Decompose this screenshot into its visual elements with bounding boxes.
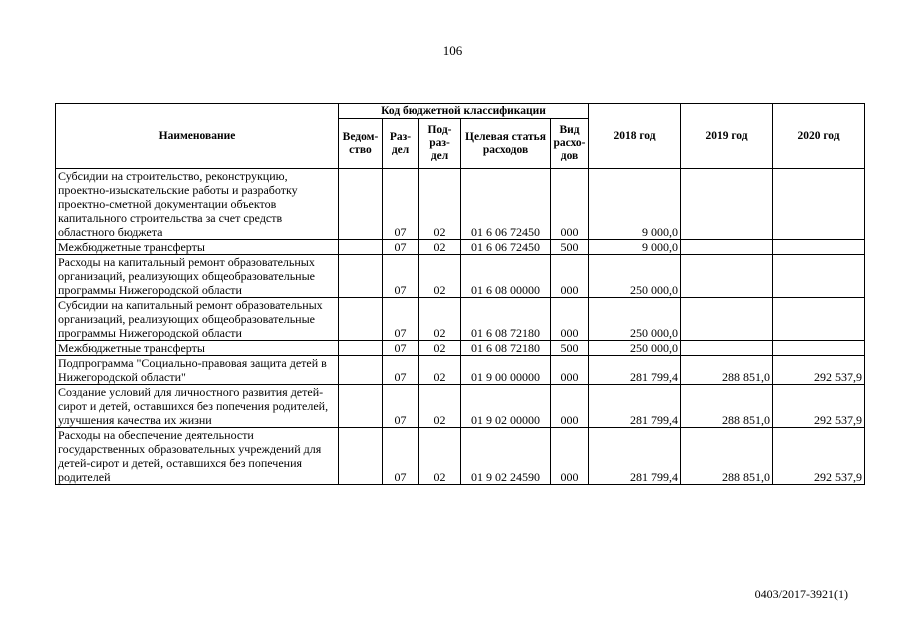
row-ved [339, 428, 383, 485]
row-razdel: 07 [383, 169, 419, 240]
row-podrazdel: 02 [419, 255, 461, 298]
row-razdel: 07 [383, 240, 419, 255]
table-row [56, 385, 865, 428]
row-2019 [681, 169, 773, 240]
row-name: Субсидии на капитальный ремонт образовательных организаций, реализующих общеобразовательные программы Нижегородской области [56, 298, 339, 341]
row-podrazdel: 02 [419, 298, 461, 341]
row-2019 [681, 255, 773, 298]
row-ved [339, 341, 383, 356]
row-2019 [681, 341, 773, 356]
row-ved [339, 240, 383, 255]
row-2020 [773, 298, 865, 341]
row-razdel: 07 [383, 385, 419, 428]
header-vid: Вид расхо-дов [551, 119, 589, 169]
row-2020 [773, 255, 865, 298]
row-2020 [773, 169, 865, 240]
row-podrazdel: 02 [419, 356, 461, 385]
row-celevaya: 01 9 00 00000 [461, 356, 551, 385]
row-2020 [773, 240, 865, 255]
header-2018: 2018 год [589, 104, 681, 169]
row-celevaya: 01 9 02 00000 [461, 385, 551, 428]
header-celevaya: Целевая статья расходов [461, 119, 551, 169]
row-vid: 000 [551, 169, 589, 240]
row-vid: 000 [551, 255, 589, 298]
row-2020: 292 537,9 [773, 385, 865, 428]
row-name: Межбюджетные трансферты [56, 240, 339, 255]
row-ved [339, 385, 383, 428]
row-podrazdel: 02 [419, 240, 461, 255]
row-razdel: 07 [383, 298, 419, 341]
row-2019 [681, 240, 773, 255]
header-vedomstvo: Ведом-ство [339, 119, 383, 169]
row-vid: 000 [551, 385, 589, 428]
row-2020 [773, 341, 865, 356]
row-vid: 500 [551, 341, 589, 356]
row-name: Создание условий для личностного развития детей-сирот и детей, оставшихся без попечения родителей, улучшения качества их жизни [56, 385, 339, 428]
row-2018: 9 000,0 [589, 169, 681, 240]
row-celevaya: 01 6 06 72450 [461, 240, 551, 255]
row-2019 [681, 298, 773, 341]
row-vid: 000 [551, 428, 589, 485]
row-2018: 250 000,0 [589, 255, 681, 298]
row-2020: 292 537,9 [773, 356, 865, 385]
header-group: Код бюджетной классификации [339, 104, 589, 119]
table-row [56, 169, 865, 240]
row-ved [339, 356, 383, 385]
table-row [56, 356, 865, 385]
header-razdel: Раз-дел [383, 119, 419, 169]
document-code: 0403/2017-3921(1) [754, 587, 848, 601]
row-razdel: 07 [383, 341, 419, 356]
row-2018: 281 799,4 [589, 428, 681, 485]
row-name: Межбюджетные трансферты [56, 341, 339, 356]
row-vid: 000 [551, 356, 589, 385]
header-name: Наименование [56, 104, 339, 169]
header-2019: 2019 год [681, 104, 773, 169]
row-2018: 250 000,0 [589, 341, 681, 356]
row-name: Подпрограмма "Социально-правовая защита детей в Нижегородской области" [56, 356, 339, 385]
row-2018: 281 799,4 [589, 385, 681, 428]
row-celevaya: 01 6 06 72450 [461, 169, 551, 240]
table-row [56, 255, 865, 298]
row-podrazdel: 02 [419, 385, 461, 428]
row-podrazdel: 02 [419, 169, 461, 240]
table-row [56, 298, 865, 341]
row-podrazdel: 02 [419, 428, 461, 485]
row-name: Расходы на обеспечение деятельности государственных образовательных учреждений для детей-сирот и детей, оставшихся без попечения родителей [56, 428, 339, 485]
row-celevaya: 01 6 08 00000 [461, 255, 551, 298]
row-2019: 288 851,0 [681, 428, 773, 485]
header-row-1 [56, 104, 865, 119]
table-row [56, 240, 865, 255]
row-2020: 292 537,9 [773, 428, 865, 485]
row-name: Расходы на капитальный ремонт образовательных организаций, реализующих общеобразовательные программы Нижегородской области [56, 255, 339, 298]
row-ved [339, 298, 383, 341]
row-2019: 288 851,0 [681, 356, 773, 385]
row-vid: 500 [551, 240, 589, 255]
row-razdel: 07 [383, 428, 419, 485]
row-2018: 250 000,0 [589, 298, 681, 341]
budget-table [55, 103, 865, 485]
table-row [56, 428, 865, 485]
row-vid: 000 [551, 298, 589, 341]
row-podrazdel: 02 [419, 341, 461, 356]
row-razdel: 07 [383, 356, 419, 385]
row-2018: 9 000,0 [589, 240, 681, 255]
row-razdel: 07 [383, 255, 419, 298]
row-celevaya: 01 6 08 72180 [461, 298, 551, 341]
header-podrazdel: Под-раз-дел [419, 119, 461, 169]
row-ved [339, 169, 383, 240]
row-name: Субсидии на строительство, реконструкцию, проектно-изыскательские работы и разработку проектно-сметной документации объектов капитального строительства за счет средств областного бюджета [56, 169, 339, 240]
row-ved [339, 255, 383, 298]
row-2019: 288 851,0 [681, 385, 773, 428]
page-number: 106 [442, 43, 463, 58]
row-celevaya: 01 9 02 24590 [461, 428, 551, 485]
table-row [56, 341, 865, 356]
row-celevaya: 01 6 08 72180 [461, 341, 551, 356]
row-2018: 281 799,4 [589, 356, 681, 385]
header-2020: 2020 год [773, 104, 865, 169]
